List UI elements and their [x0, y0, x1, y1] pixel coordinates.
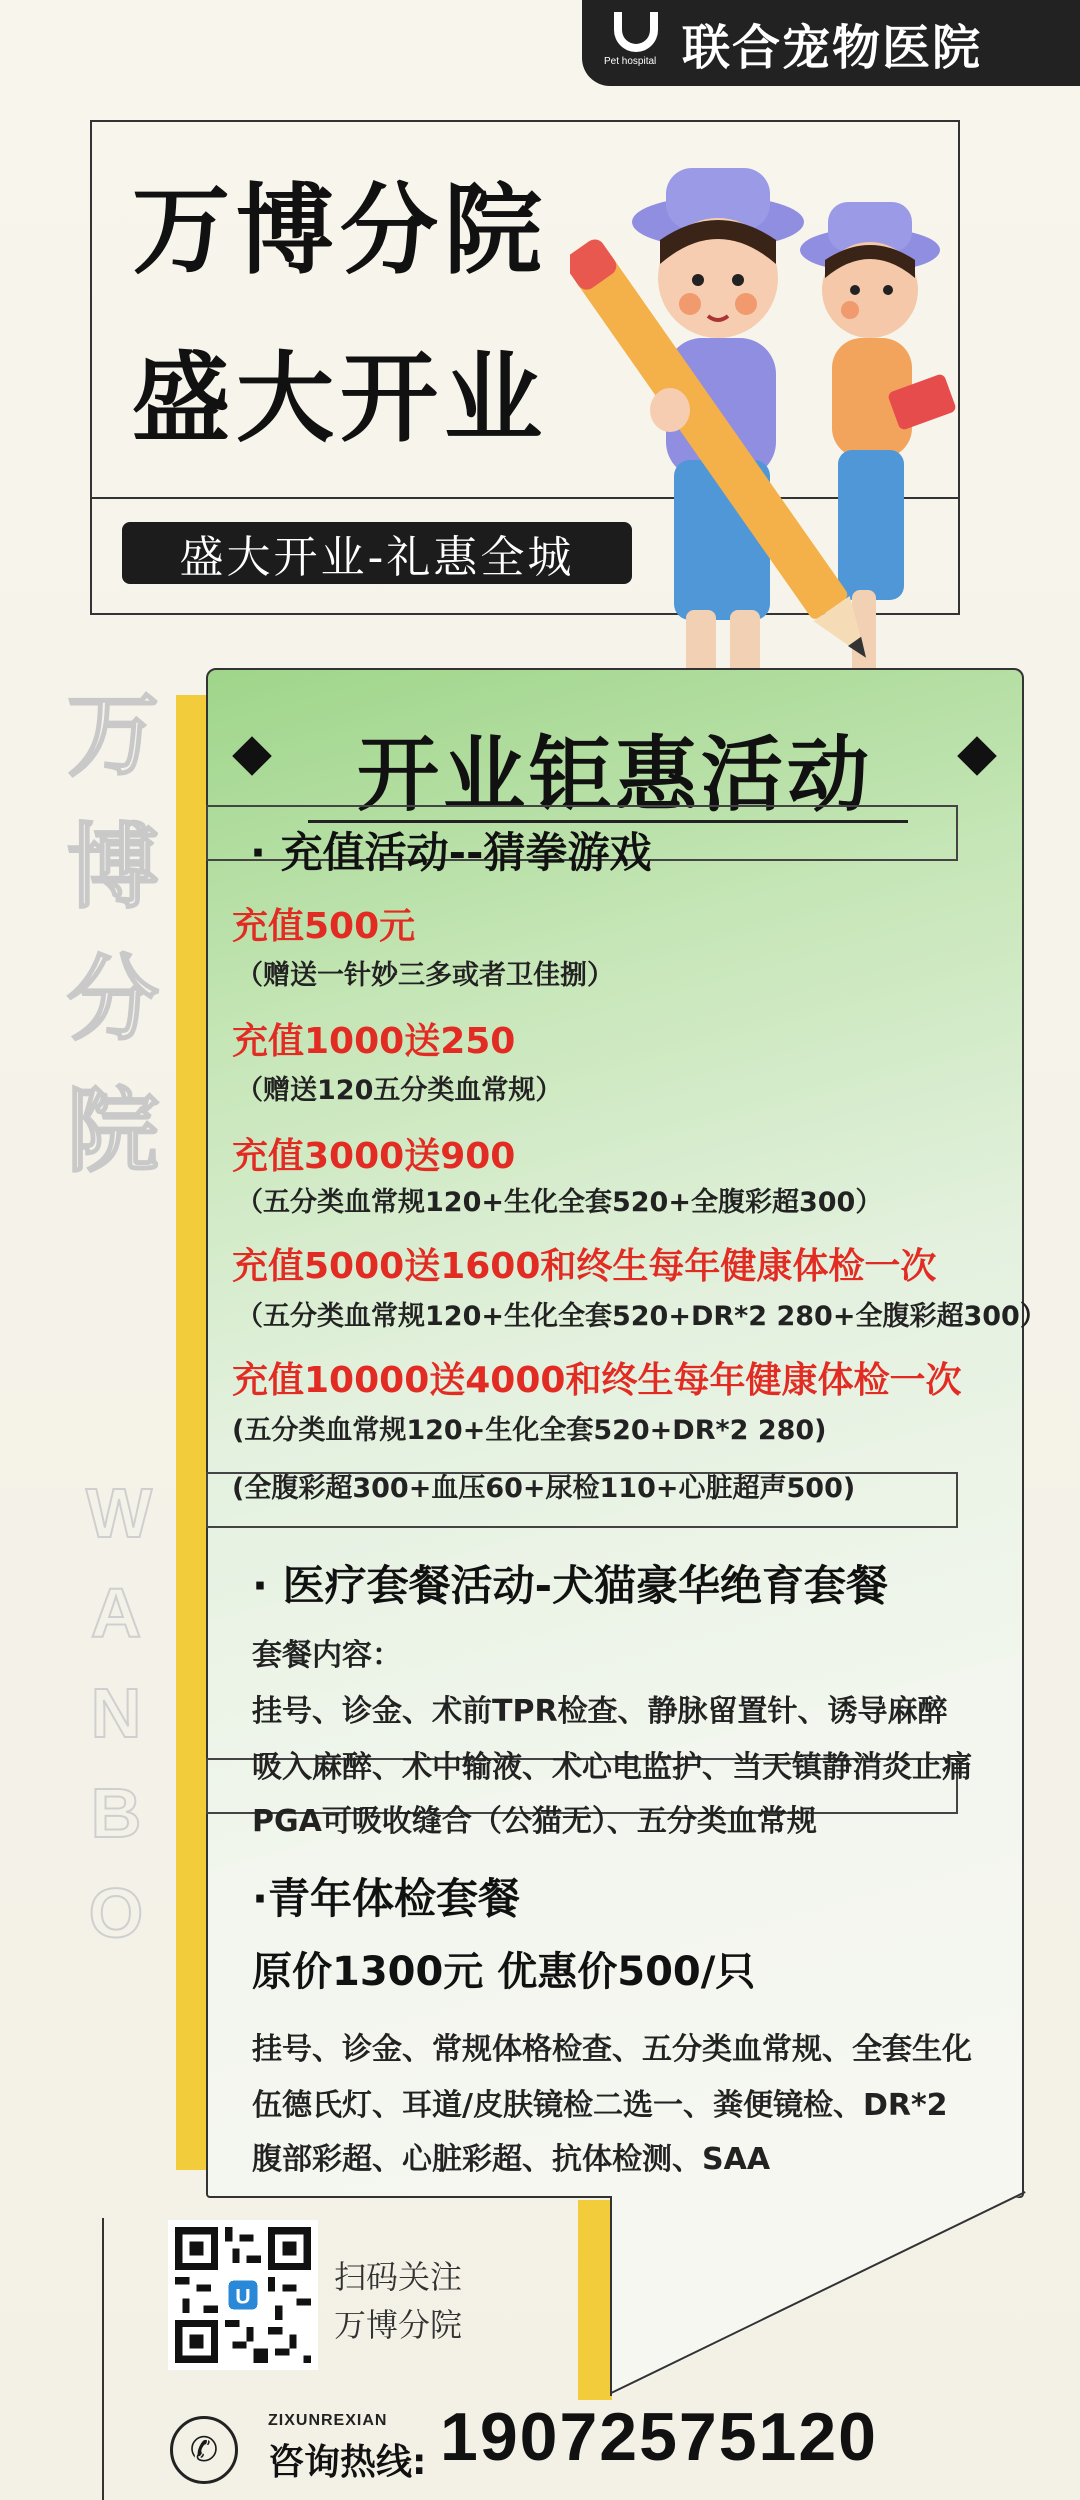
package-label: 套餐内容：	[252, 1638, 402, 1673]
headline-opening: 盛大开业	[132, 342, 549, 456]
side-letter: O	[88, 1874, 144, 1952]
offer-line: 充值5000送1600和终生每年健康体检一次	[232, 1246, 937, 1287]
brand-name: 联合宠物医院	[682, 19, 983, 76]
side-char: 万	[66, 682, 159, 789]
checkup-line: 伍德氏灯、耳道/皮肤镜检二选一、粪便镜检、DR*2	[252, 2088, 948, 2123]
qr-code[interactable]	[168, 2220, 318, 2370]
offer-line: 充值1000送250	[232, 1021, 516, 1062]
offer-note: （赠送一针妙三多或者卫佳捌）	[236, 960, 614, 991]
section-heading-recharge: · 充值活动--猜拳游戏	[250, 828, 652, 877]
checkup-line: 挂号、诊金、常规体格检查、五分类血常规、全套生化	[252, 2032, 972, 2067]
offer-line: 充值10000送4000和终生每年健康体检一次	[232, 1360, 962, 1401]
qr-caption-follow: 扫码关注	[334, 2258, 463, 2296]
yellow-accent-strip-bottom	[578, 2200, 612, 2400]
speech-bubble-tail	[610, 2196, 1020, 2396]
side-letter: A	[90, 1574, 142, 1652]
brand-logo-sub: Pet hospital	[604, 56, 657, 67]
phone-icon: ✆	[170, 2416, 238, 2484]
side-letter: N	[90, 1674, 142, 1752]
hotline-number[interactable]: 19072575120	[440, 2399, 879, 2475]
offer-note: （五分类血常规120+生化全套520+DR*2 280+全腹彩超300）	[236, 1301, 1047, 1332]
cartoon-kids-illustration	[570, 160, 990, 720]
offer-note: (五分类血常规120+生化全套520+DR*2 280)	[232, 1415, 827, 1446]
checkup-price: 原价1300元 优惠价500/只	[252, 1949, 756, 1995]
brand-logo-bar	[582, 0, 1080, 86]
checkup-line: 腹部彩超、心脏彩超、抗体检测、SAA	[252, 2142, 771, 2177]
yellow-accent-strip	[176, 695, 206, 2170]
side-wanbo-letters	[86, 1474, 153, 1978]
package-line: 挂号、诊金、术前TPR检查、静脉留置针、诱导麻醉	[252, 1694, 948, 1729]
headline-branch: 万博分院	[132, 174, 549, 288]
offer-line: 充值3000送900	[232, 1136, 516, 1177]
section-heading-surgery: · 医疗套餐活动-犬猫豪华绝育套餐	[252, 1561, 889, 1610]
offer-note: （五分类血常规120+生化全套520+全腹彩超300）	[236, 1187, 883, 1218]
offer-note: (全腹彩超300+血压60+尿检110+心脏超声500)	[232, 1473, 856, 1504]
side-letter: B	[90, 1774, 142, 1852]
side-char: 博	[66, 814, 159, 921]
brand-logo-icon	[604, 12, 664, 74]
qr-logo-letter: U	[235, 2284, 251, 2309]
offer-line: 充值500元	[232, 906, 416, 947]
header-subtitle: 盛大开业-礼惠全城	[122, 522, 632, 584]
speech-bubble-tail-edge	[610, 2196, 612, 2396]
hotline-label: 咨询热线:	[268, 2442, 427, 2483]
footer-divider	[102, 2218, 104, 2500]
panel-title-text: 开业钜惠活动	[356, 728, 873, 823]
side-branch-text	[58, 682, 168, 1218]
qr-caption-branch: 万博分院	[334, 2306, 463, 2344]
side-char: 分	[66, 946, 159, 1053]
side-letter: W	[86, 1474, 153, 1552]
package-line: 吸入麻醉、术中输液、术心电监护、当天镇静消炎止痛	[252, 1750, 972, 1785]
side-char: 院	[66, 1078, 159, 1185]
hotline-pinyin: ZIXUNREXIAN	[268, 2412, 388, 2429]
package-line: PGA可吸收缝合（公猫无）、五分类血常规	[252, 1804, 817, 1839]
section-heading-checkup: ·青年体检套餐	[252, 1874, 520, 1923]
offer-note: （赠送120五分类血常规）	[236, 1075, 563, 1106]
